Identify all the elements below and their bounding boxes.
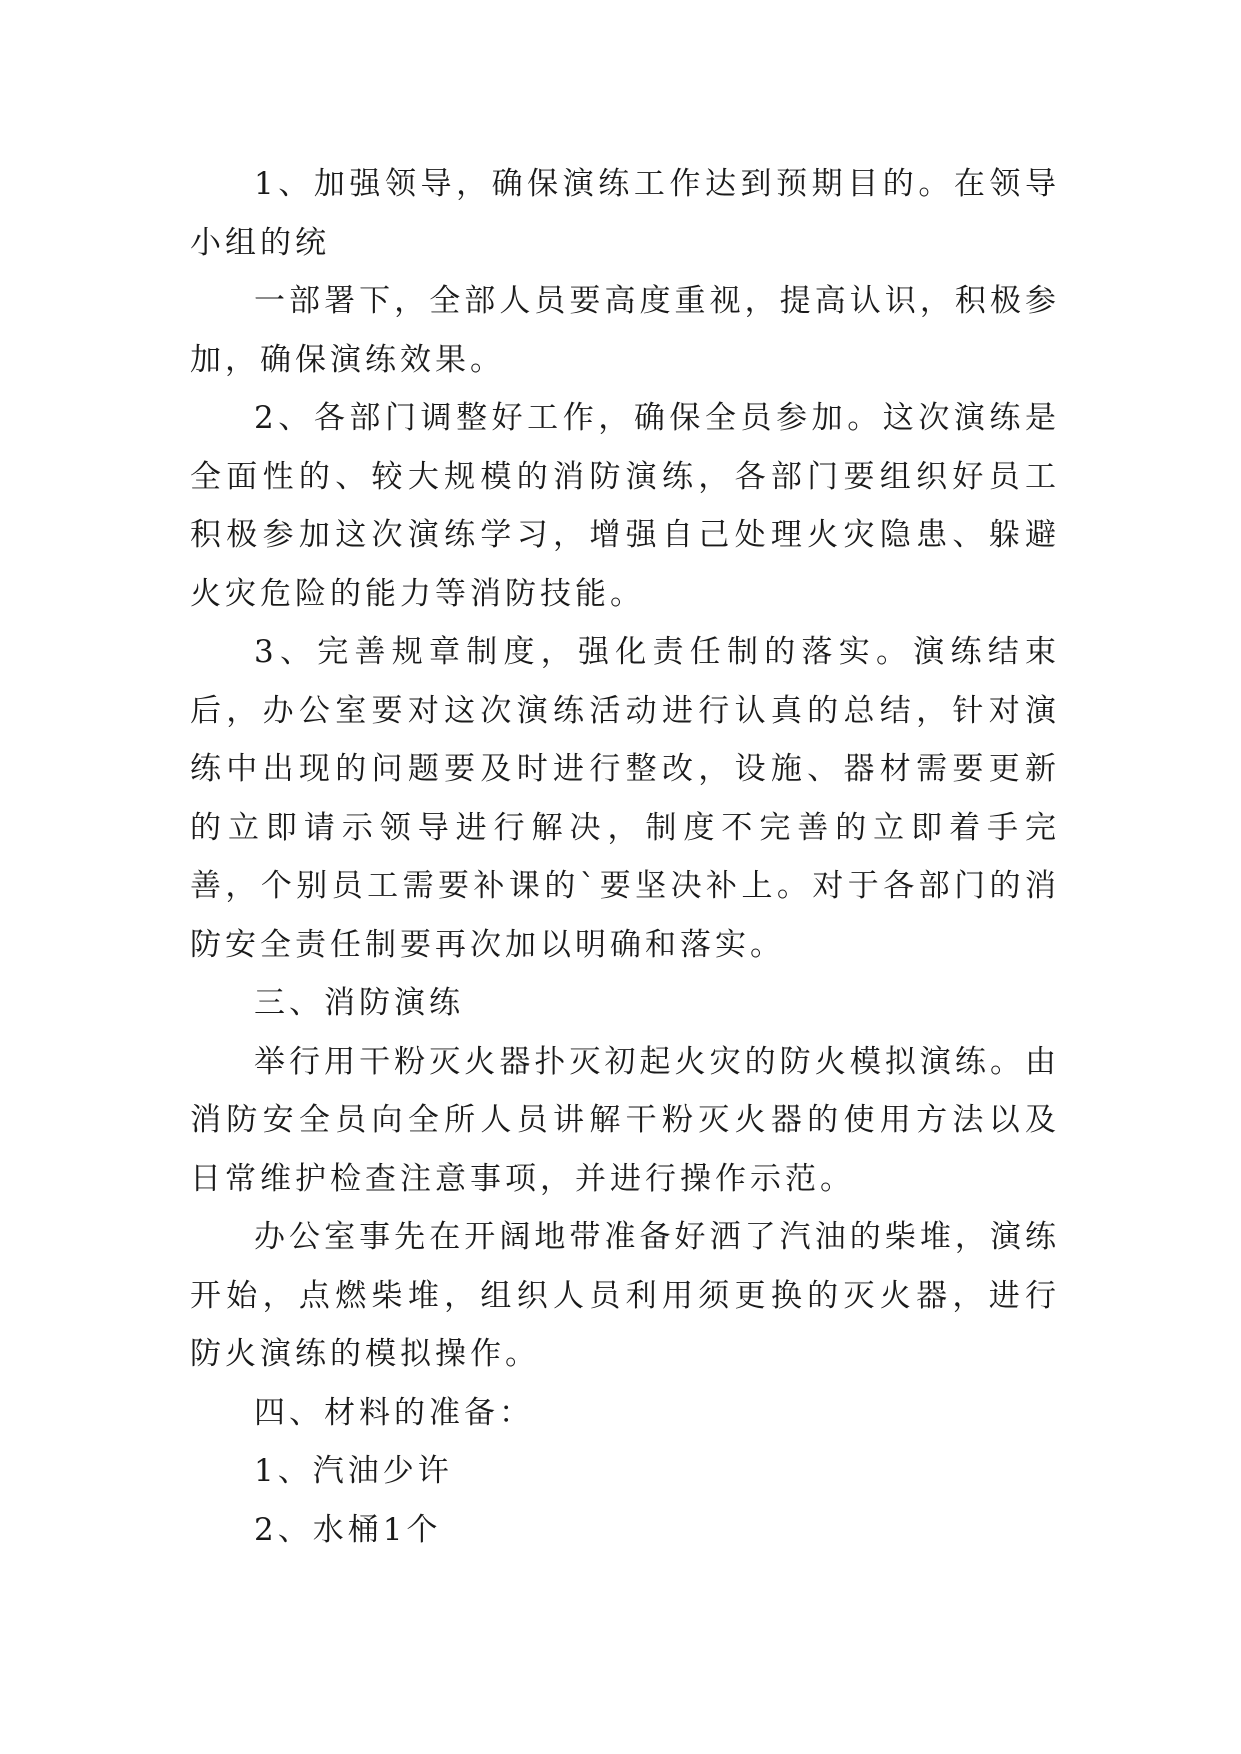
list-item-bucket: 2、水桶1个 [254, 1511, 442, 1548]
paragraph-departments: 2、各部门调整好工作，确保全员参加。这次演练是全面性的、较大规模的消防演练，各部门要组织好员工积极参加这次演练学习，增强自己处理火灾隐患、躲避火灾危险的能力等消防技能。 [190, 400, 1060, 612]
paragraph-leadership: 1、加强领导，确保演练工作达到预期目的。在领导小组的统 [190, 166, 1060, 261]
section-heading-materials: 四、材料的准备： [254, 1394, 534, 1431]
paragraph-drill-procedure: 办公室事先在开阔地带准备好洒了汽油的柴堆，演练开始，点燃柴堆，组织人员利用须更换的灭火器，进行防火演练的模拟操作。 [190, 1219, 1060, 1372]
section-heading-drill: 三、消防演练 [254, 985, 464, 1021]
paragraph-deployment: 一部署下，全部人员要高度重视，提高认识，积极参加，确保演练效果。 [190, 283, 1060, 378]
document-body [190, 155, 1060, 1559]
paragraph-regulations: 3、完善规章制度，强化责任制的落实。演练结束后，办公室要对这次演练活动进行认真的总结，针对演练中出现的问题要及时进行整改，设施、器材需要更新的立即请示领导进行解决，制度不完善的立即着手完善，个别员工需要补课的`要坚决补上。对于各部门的消防安全责任制要再次加以明确和落实。 [190, 634, 1060, 963]
list-item-gasoline: 1、汽油少许 [254, 1453, 453, 1489]
paragraph-drill-description: 举行用干粉灭火器扑灭初起火灾的防火模拟演练。由消防安全员向全所人员讲解干粉灭火器的使用方法以及日常维护检查注意事项，并进行操作示范。 [190, 1043, 1060, 1197]
